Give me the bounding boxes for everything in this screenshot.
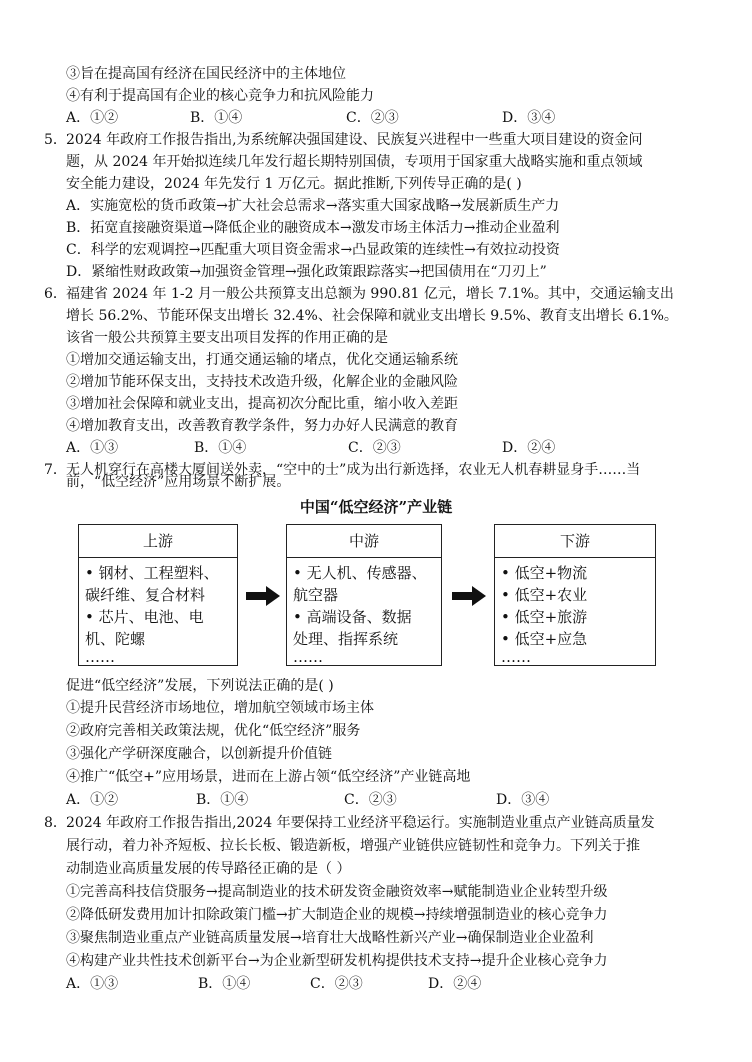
q7-item-2: ②政府完善相关政策法规，优化“低空经济”服务 [66,723,361,739]
q7-question: 促进“低空经济”发展，下列说法正确的是( ) [66,678,334,694]
q5-number: 5． [44,132,67,148]
upstream-line: 碳纤维、复合材料 [85,586,206,604]
upstream-head: 上游 [79,525,237,558]
upstream-line: 机、陀螺 [85,630,146,648]
q4-choice-a[interactable]: A．①② [66,110,119,126]
q4-item-3: ③旨在提高国有经济在国民经济中的主体地位 [66,66,346,82]
arrow-right-icon [452,586,486,606]
arrow-right-icon [246,586,280,606]
q8-choice-c[interactable]: C．②③ [310,976,363,992]
q5-option-a[interactable]: A．实施宽松的货币政策→扩大社会总需求→落实重大国家战略→发展新质生产力 [66,198,560,214]
q8-stem-line-1: 8．2024 年政府工作报告指出,2024 年要保持工业经济平稳运行。实施制造业重点产业链高质量发 [44,815,655,831]
q7-item-4: ④推广“低空+”应用场景，进而在上游占领“低空经济”产业链高地 [66,769,471,785]
q6-item-3: ③增加社会保障和就业支出，提高初次分配比重，缩小收入差距 [66,396,458,412]
q8-choice-d[interactable]: D．②④ [428,976,482,992]
q8-item-3: ③聚焦制造业重点产业链高质量发展→培育壮大战略性新兴产业→确保制造业企业盈利 [66,930,594,946]
q7-item-1: ①提升民营经济市场地位，增加航空领域市场主体 [66,700,374,716]
downstream-box [494,524,656,666]
q8-item-4: ④构建产业共性技术创新平台→为企业新型研发机构提供技术支持→提升企业核心竞争力 [66,953,608,969]
q6-item-2: ②增加节能环保支出，支持技术改造升级，化解企业的金融风险 [66,374,458,390]
q7-item-3: ③强化产学研深度融合，以创新提升价值链 [66,746,332,762]
downstream-line: • 低空+农业 [501,586,588,604]
midstream-line: • 无人机、传感器、 [293,564,427,582]
q4-item-4: ④有利于提高国有企业的核心竞争力和抗风险能力 [66,88,374,104]
downstream-body [495,558,655,664]
q5-option-d[interactable]: D．紧缩性财政政策→加强资金管理→强化政策跟踪落实→把国债用在“刀刃上” [66,264,547,280]
q5-stem-line-3: 安全能力建设，2024 年先发行 1 万亿元。据此推断,下列传导正确的是( ) [66,176,522,192]
q7-choice-a[interactable]: A．①② [66,792,119,808]
midstream-line: 处理、指挥系统 [293,630,399,648]
midstream-body [287,558,441,664]
q6-number: 6． [44,286,67,302]
q7-stem-line-1: 7．无人机穿行在高楼大厦间送外卖，“空中的士”成为出行新选择，农业无人机春耕显身手……当 [44,462,641,478]
q4-choice-c[interactable]: C．②③ [346,110,399,126]
upstream-body [79,558,237,664]
q7-stem-line-2: 前，“低空经济”应用场景不断扩展。 [66,474,291,490]
q4-choice-d[interactable]: D．③④ [502,110,556,126]
upstream-line: • 芯片、电池、电 [85,608,204,626]
midstream-box [286,524,442,666]
q7-choice-b[interactable]: B．①④ [196,792,249,808]
midstream-head: 中游 [287,525,441,558]
q8-stem-line-3: 动制造业高质量发展的传导路径正确的是（ ） [66,861,351,877]
downstream-line: • 低空+旅游 [501,608,588,626]
q6-item-4: ④增加教育支出，改善教育教学条件，努力办好人民满意的教育 [66,418,458,434]
downstream-line: • 低空+应急 [501,630,588,648]
q8-choice-a[interactable]: A．①③ [66,976,119,992]
q8-number: 8． [44,815,67,831]
q5-stem-line-2: 题，从 2024 年开始拟连续几年发行超长期特别国债，专项用于国家重大战略实施和重点领域 [66,154,643,170]
upstream-box [78,524,238,666]
upstream-line: …… [85,648,115,666]
q5-stem-line-1: 5．2024 年政府工作报告指出,为系统解决强国建设、民族复兴进程中一些重大项目建设的资金问 [44,132,643,148]
q6-stem-line-2: 增长 56.2%、节能环保支出增长 32.4%、社会保障和就业支出增长 9.5%、教育支出增长 6.1%。 [66,308,678,324]
midstream-line: 航空器 [293,586,339,604]
q8-item-2: ②降低研发费用加计扣除政策门槛→扩大制造企业的规模→持续增强制造业的核心竞争力 [66,907,608,923]
q8-stem-line-2: 展行动，着力补齐短板、拉长长板、锻造新板，增强产业链供应链韧性和竞争力。下列关于推 [66,838,640,854]
q6-choice-a[interactable]: A．①③ [66,440,119,456]
chain-title: 中国“低空经济”产业链 [299,498,453,516]
downstream-head: 下游 [495,525,655,558]
q6-stem-line-1: 6．福建省 2024 年 1-2 月一般公共预算支出总额为 990.81 亿元，增长 7.1%。其中，交通运输支出 [44,286,674,302]
q6-choice-c[interactable]: C．②③ [348,440,401,456]
q5-option-b[interactable]: B．拓宽直接融资渠道→降低企业的融资成本→激发市场主体活力→推动企业盈利 [66,220,560,236]
q6-choice-b[interactable]: B．①④ [194,440,247,456]
q7-number: 7． [44,462,67,478]
q6-choice-d[interactable]: D．②④ [502,440,556,456]
q4-choice-b[interactable]: B．①④ [190,110,243,126]
downstream-line: • 低空+物流 [501,564,588,582]
q5-option-c[interactable]: C．科学的宏观调控→匹配重大项目资金需求→凸显政策的连续性→有效拉动投资 [66,242,560,258]
upstream-line: • 钢材、工程塑料、 [85,564,219,582]
q8-item-1: ①完善高科技信贷服务→提高制造业的技术研发资金融资效率→赋能制造业企业转型升级 [66,884,608,900]
q8-choice-b[interactable]: B．①④ [198,976,251,992]
midstream-line: …… [293,648,323,666]
q7-choice-d[interactable]: D．③④ [496,792,550,808]
q6-item-1: ①增加交通运输支出，打通交通运输的堵点，优化交通运输系统 [66,352,458,368]
downstream-line: …… [501,648,531,666]
midstream-line: • 高端设备、数据 [293,608,412,626]
q7-choice-c[interactable]: C．②③ [344,792,397,808]
q6-stem-line-3: 该省一般公共预算主要支出项目发挥的作用正确的是 [66,330,388,346]
